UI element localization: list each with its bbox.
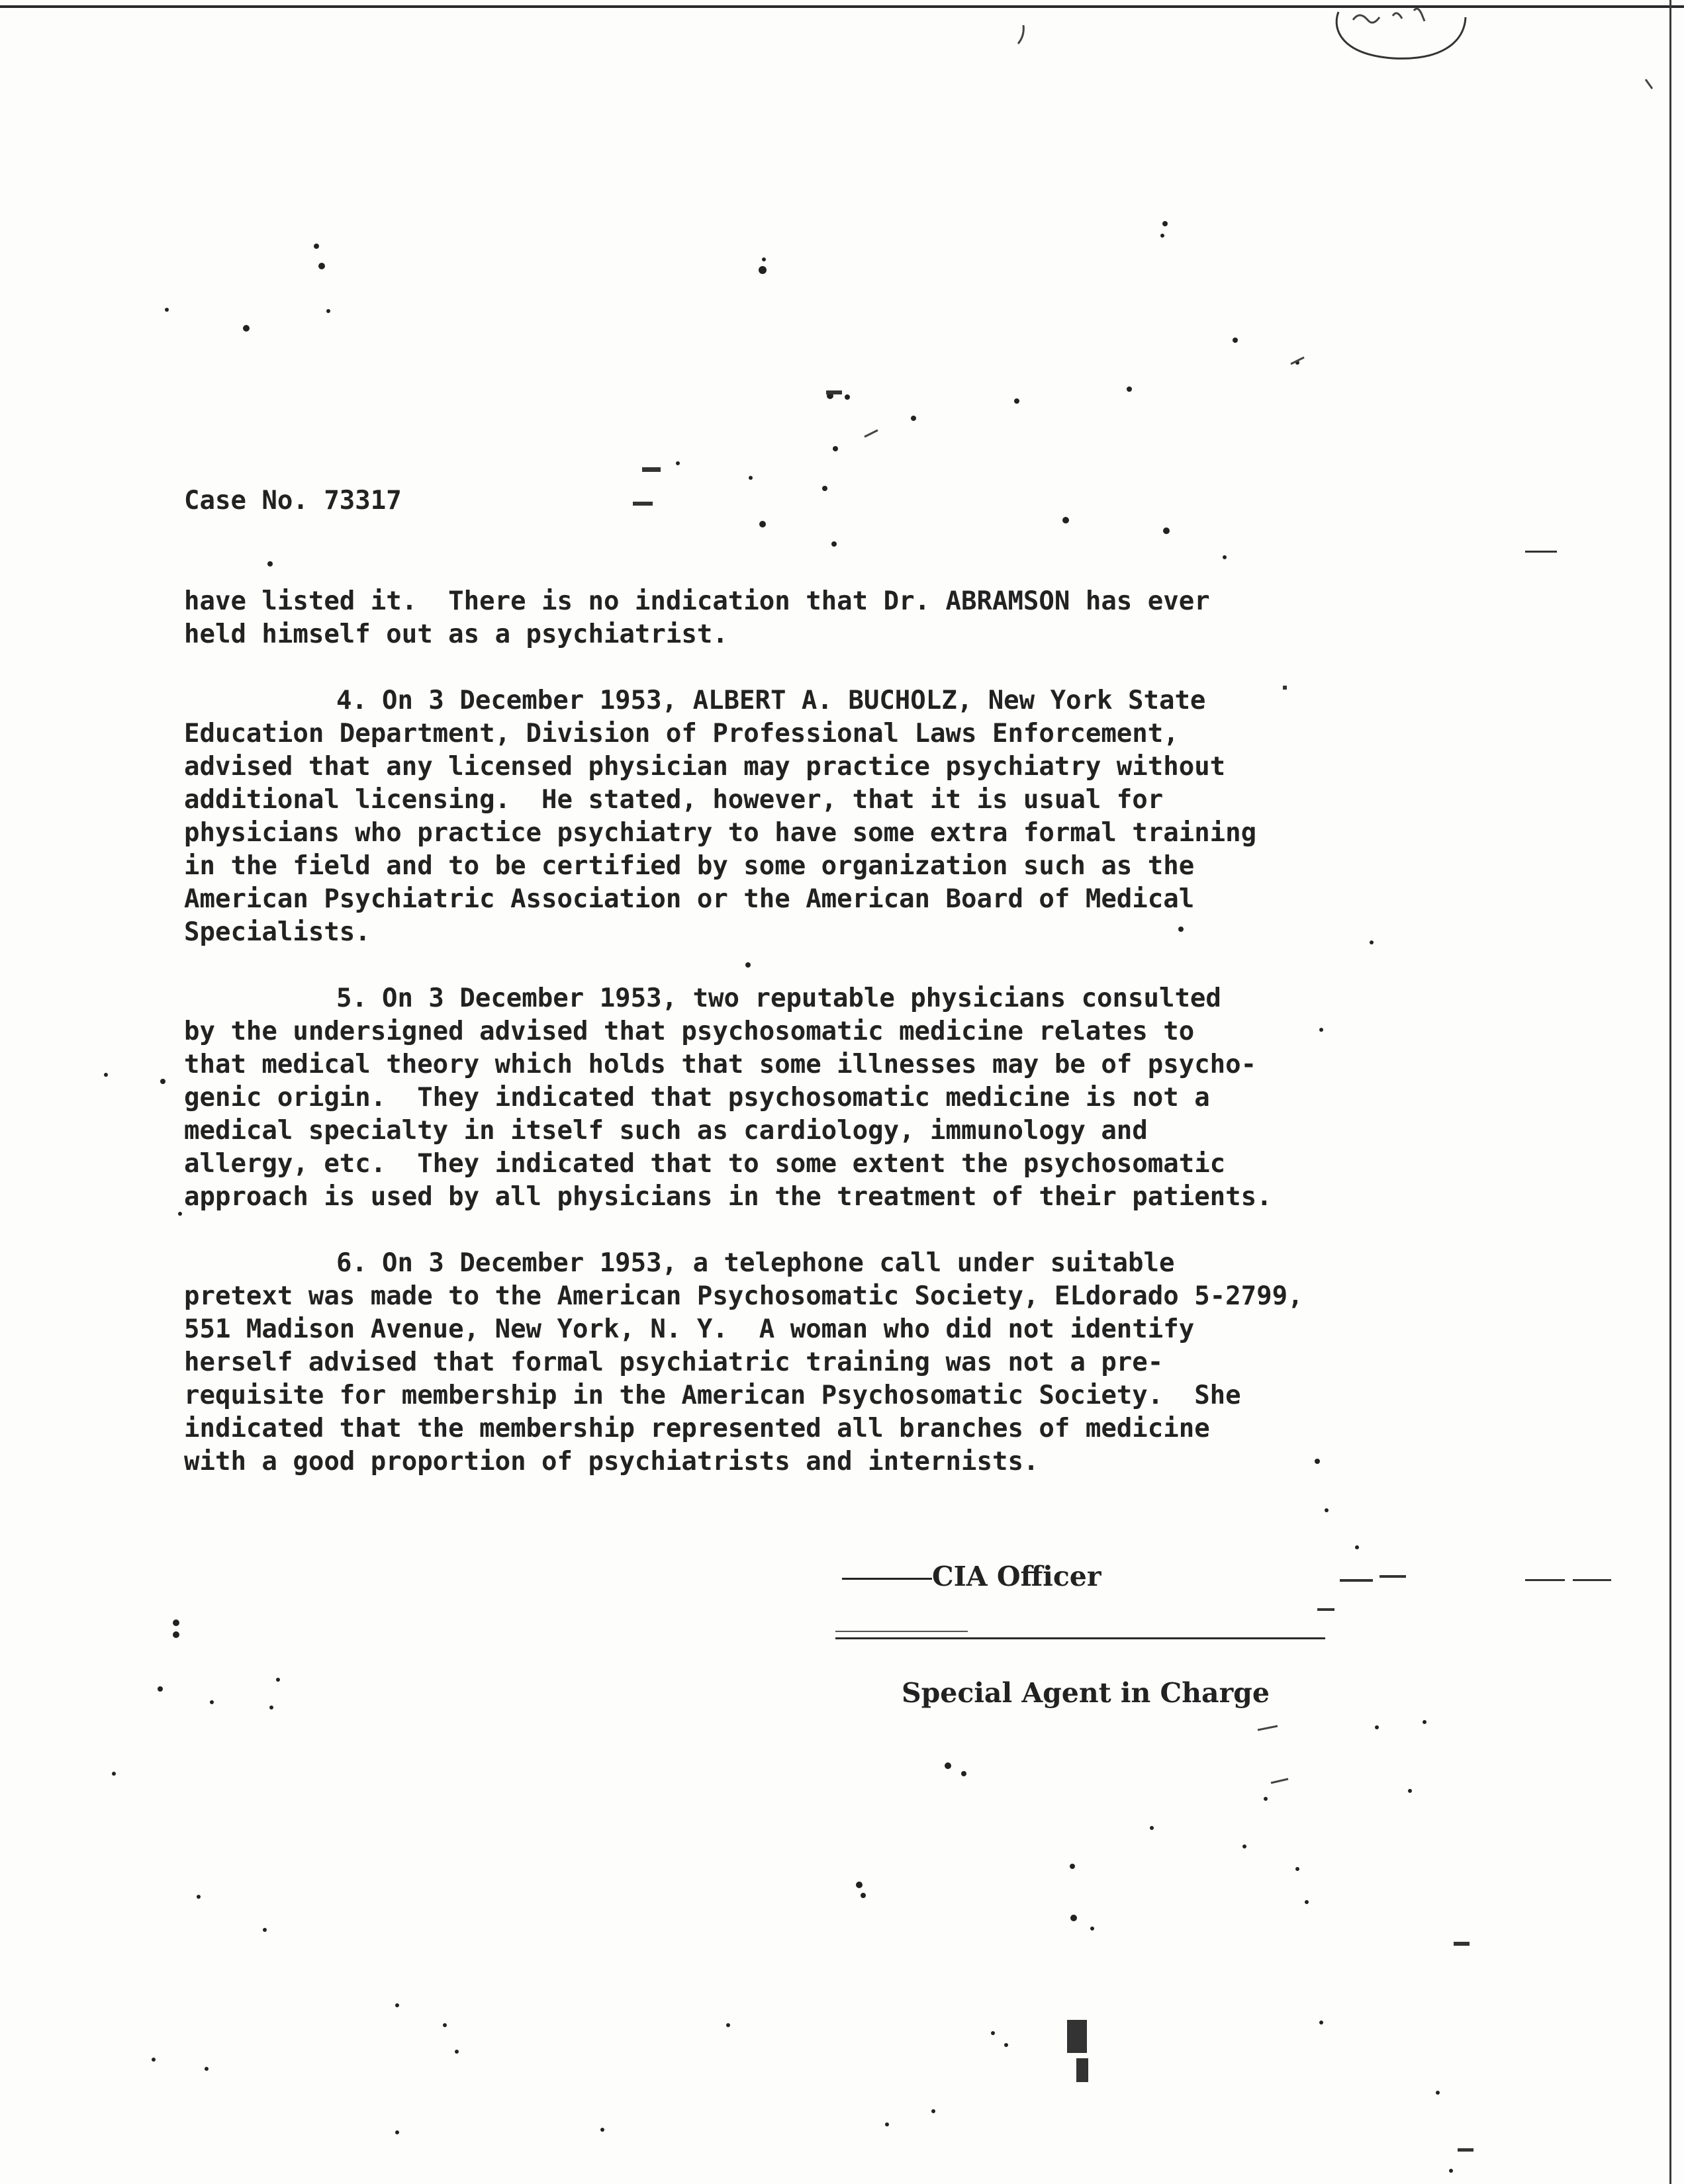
text-line: Education Department, Division of Professional Laws Enforcement, [184, 719, 1179, 749]
text-line: additional licensing. He stated, however, that it is usual for [184, 785, 1164, 815]
right-border-rule [1669, 0, 1671, 2184]
text-line: advised that any licensed physician may practice psychiatry without [184, 752, 1226, 782]
text-line [184, 684, 1442, 717]
text-line [184, 982, 1442, 1015]
text-line: 551 Madison Avenue, New York, N. Y. A woman who did not identify [184, 1314, 1195, 1344]
text-line [184, 1247, 1442, 1280]
signature-rule [835, 1637, 1325, 1639]
text-line: in the field and to be certified by some organization such as the [184, 851, 1195, 881]
text-line: with a good proportion of psychiatrists and internists. [184, 1447, 1039, 1477]
circled-mark-icon [1327, 3, 1472, 62]
signature-rule-short [842, 1578, 932, 1580]
paragraph-number: 5. [336, 983, 367, 1013]
text-line: have listed it. There is no indication that Dr. ABRAMSON has ever [184, 586, 1210, 616]
text-line: held himself out as a psychiatrist. [184, 619, 728, 649]
signature-title: Special Agent in Charge [902, 1677, 1270, 1709]
text-line: medical specialty in itself such as cardiology, immunology and [184, 1116, 1148, 1146]
text-line: Specialists. [184, 917, 371, 947]
text-line: physicians who practice psychiatry to have some extra formal training [184, 818, 1257, 848]
text-line: pretext was made to the American Psychosomatic Society, ELdorado 5-2799, [184, 1281, 1303, 1311]
paragraph-number: 6. [336, 1248, 367, 1278]
text-line: American Psychiatric Association or the American Board of Medical [184, 884, 1195, 914]
text-line: indicated that the membership represented all branches of medicine [184, 1414, 1210, 1443]
text-line: requisite for membership in the American Psychosomatic Society. She [184, 1381, 1241, 1410]
paragraph-4 [184, 684, 1442, 949]
text-line: that medical theory which holds that some illnesses may be of psycho- [184, 1050, 1257, 1079]
paragraph-6 [184, 1247, 1442, 1479]
paragraph-continuation [184, 585, 1442, 651]
handwritten-page-mark [1327, 3, 1472, 62]
text-line-content: On 3 December 1953, two reputable physicians consulted [381, 983, 1221, 1013]
text-line-content: On 3 December 1953, a telephone call under suitable [381, 1248, 1175, 1278]
text-line: approach is used by all physicians in the treatment of their patients. [184, 1182, 1272, 1212]
text-line: genic origin. They indicated that psychosomatic medicine is not a [184, 1083, 1210, 1113]
text-line: allergy, etc. They indicated that to some extent the psychosomatic [184, 1149, 1226, 1179]
signature-rule-fragment [835, 1631, 968, 1632]
paragraph-5 [184, 982, 1442, 1214]
text-line-content: On 3 December 1953, ALBERT A. BUCHOLZ, New York State [381, 686, 1206, 715]
text-line: herself advised that formal psychiatric training was not a pre- [184, 1347, 1164, 1377]
text-line: by the undersigned advised that psychosomatic medicine relates to [184, 1017, 1195, 1046]
case-number: Case No. 73317 [184, 486, 402, 516]
paragraph-number: 4. [336, 686, 367, 715]
signature-officer: CIA Officer [932, 1561, 1101, 1592]
